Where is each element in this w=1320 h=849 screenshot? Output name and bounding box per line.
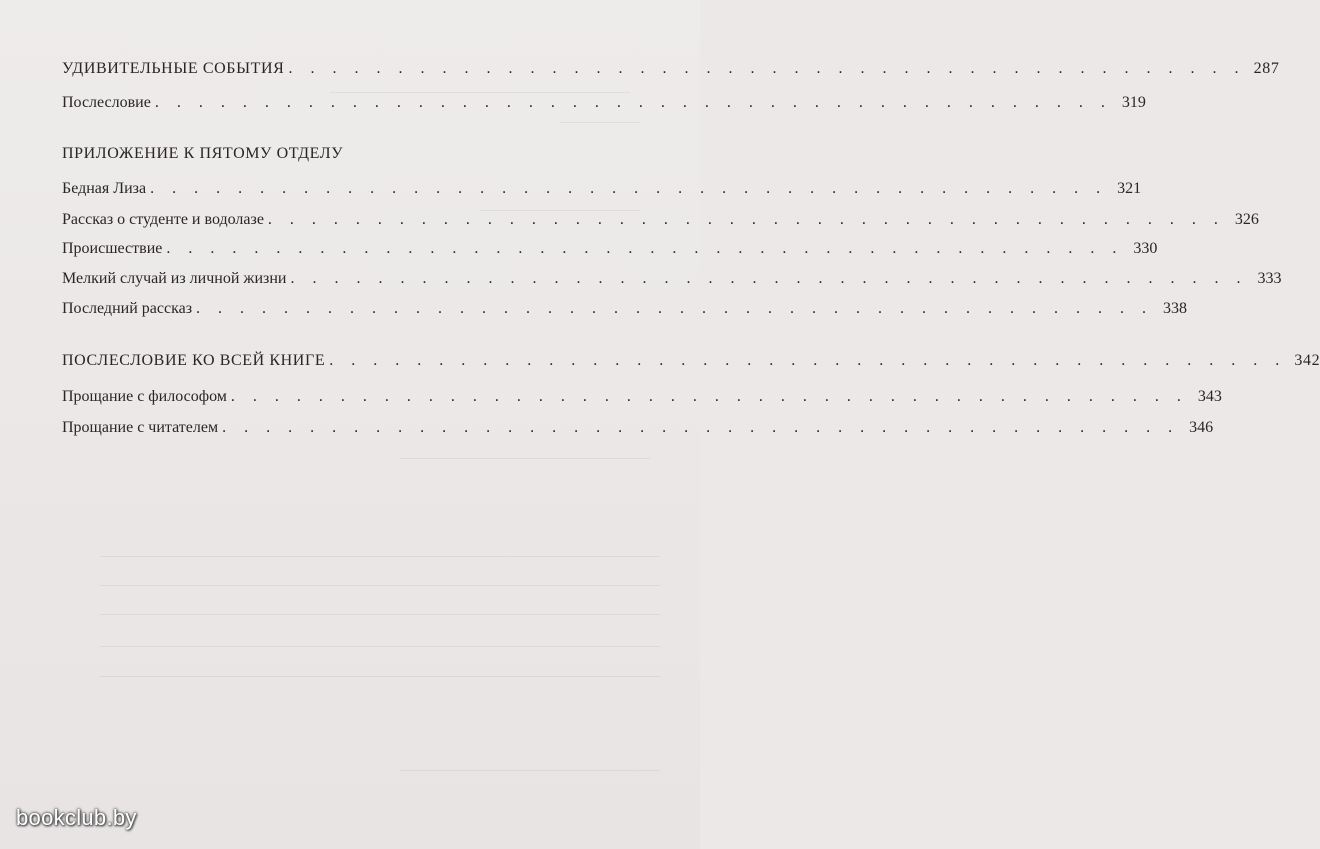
toc-entry-heading	[62, 56, 1280, 82]
watermark-text: bookclub.by	[16, 805, 137, 830]
toc-leader-dots: . . . . . . . . . . . . . . . . . . . . . . . . . . . . . . . . . . . . . . . . . . . .	[290, 270, 1248, 287]
toc-entry-page: 321	[1117, 180, 1142, 197]
toc-leader-dots: . . . . . . . . . . . . . . . . . . . . . . . . . . . . . . . . . . . . . . . . . . . .	[288, 60, 1246, 77]
toc-entry-page: 343	[1197, 388, 1222, 405]
toc-entry-page: 326	[1234, 211, 1259, 228]
toc-leader-dots: . . . . . . . . . . . . . . . . . . . . . . . . . . . . . . . . . . . . . . . . . . . .	[166, 240, 1124, 257]
toc-entry	[62, 296, 1188, 322]
toc-entry	[62, 266, 1282, 292]
toc-entry-page: 287	[1253, 60, 1280, 77]
toc-leader-dots: . . . . . . . . . . . . . . . . . . . . . . . . . . . . . . . . . . . . . . . . . . . .	[196, 300, 1154, 317]
toc-leader-dots: . . . . . . . . . . . . . . . . . . . . . . . . . . . . . . . . . . . . . . . . . . . .	[150, 180, 1108, 197]
toc-entry	[62, 90, 1146, 116]
toc-leader-dots: . . . . . . . . . . . . . . . . . . . . . . . . . . . . . . . . . . . . . . . . . . . .	[222, 419, 1180, 436]
toc-leader-dots: . . . . . . . . . . . . . . . . . . . . . . . . . . . . . . . . . . . . . . . . . . . .	[267, 211, 1225, 228]
toc-entry	[62, 176, 1142, 202]
toc-leader-dots: . . . . . . . . . . . . . . . . . . . . . . . . . . . . . . . . . . . . . . . . . . . .	[154, 94, 1112, 111]
toc-entry-title: Рассказ о студенте и водолазе	[62, 211, 264, 228]
toc-entry-page: 333	[1257, 270, 1282, 287]
toc-entry	[62, 384, 1222, 410]
toc-entry-heading	[62, 348, 1320, 374]
toc-entry-page: 346	[1189, 419, 1214, 436]
toc-entry-title: Прощание с философом	[62, 388, 227, 405]
toc-entry	[62, 236, 1158, 262]
toc-entry-title: Послесловие	[62, 94, 151, 111]
toc-entry-page: 330	[1133, 240, 1158, 257]
toc-entry-title: Последний рассказ	[62, 300, 193, 317]
toc-entry-title: УДИВИТЕЛЬНЫЕ СОБЫТИЯ	[62, 60, 285, 77]
toc-entry-page: 319	[1121, 94, 1146, 111]
toc-entry-title: Происшествие	[62, 240, 163, 257]
toc-entry	[62, 415, 1214, 441]
toc-leader-dots: . . . . . . . . . . . . . . . . . . . . . . . . . . . . . . . . . . . . . . . . . . . .	[329, 352, 1287, 369]
toc-entry-page: 338	[1163, 300, 1188, 317]
toc-entry	[62, 207, 1259, 233]
toc-leader-dots: . . . . . . . . . . . . . . . . . . . . . . . . . . . . . . . . . . . . . . . . . . . .	[230, 388, 1188, 405]
toc-entry-title: Мелкий случай из личной жизни	[62, 270, 287, 287]
toc-entry-page: 342	[1294, 352, 1320, 369]
toc-section-heading: ПРИЛОЖЕНИЕ К ПЯТОМУ ОТДЕЛУ	[62, 145, 344, 162]
toc-entry-title: Прощание с читателем	[62, 419, 219, 436]
toc-entry-title: Бедная Лиза	[62, 180, 147, 197]
toc-entry-title: ПОСЛЕСЛОВИЕ КО ВСЕЙ КНИГЕ	[62, 352, 326, 369]
